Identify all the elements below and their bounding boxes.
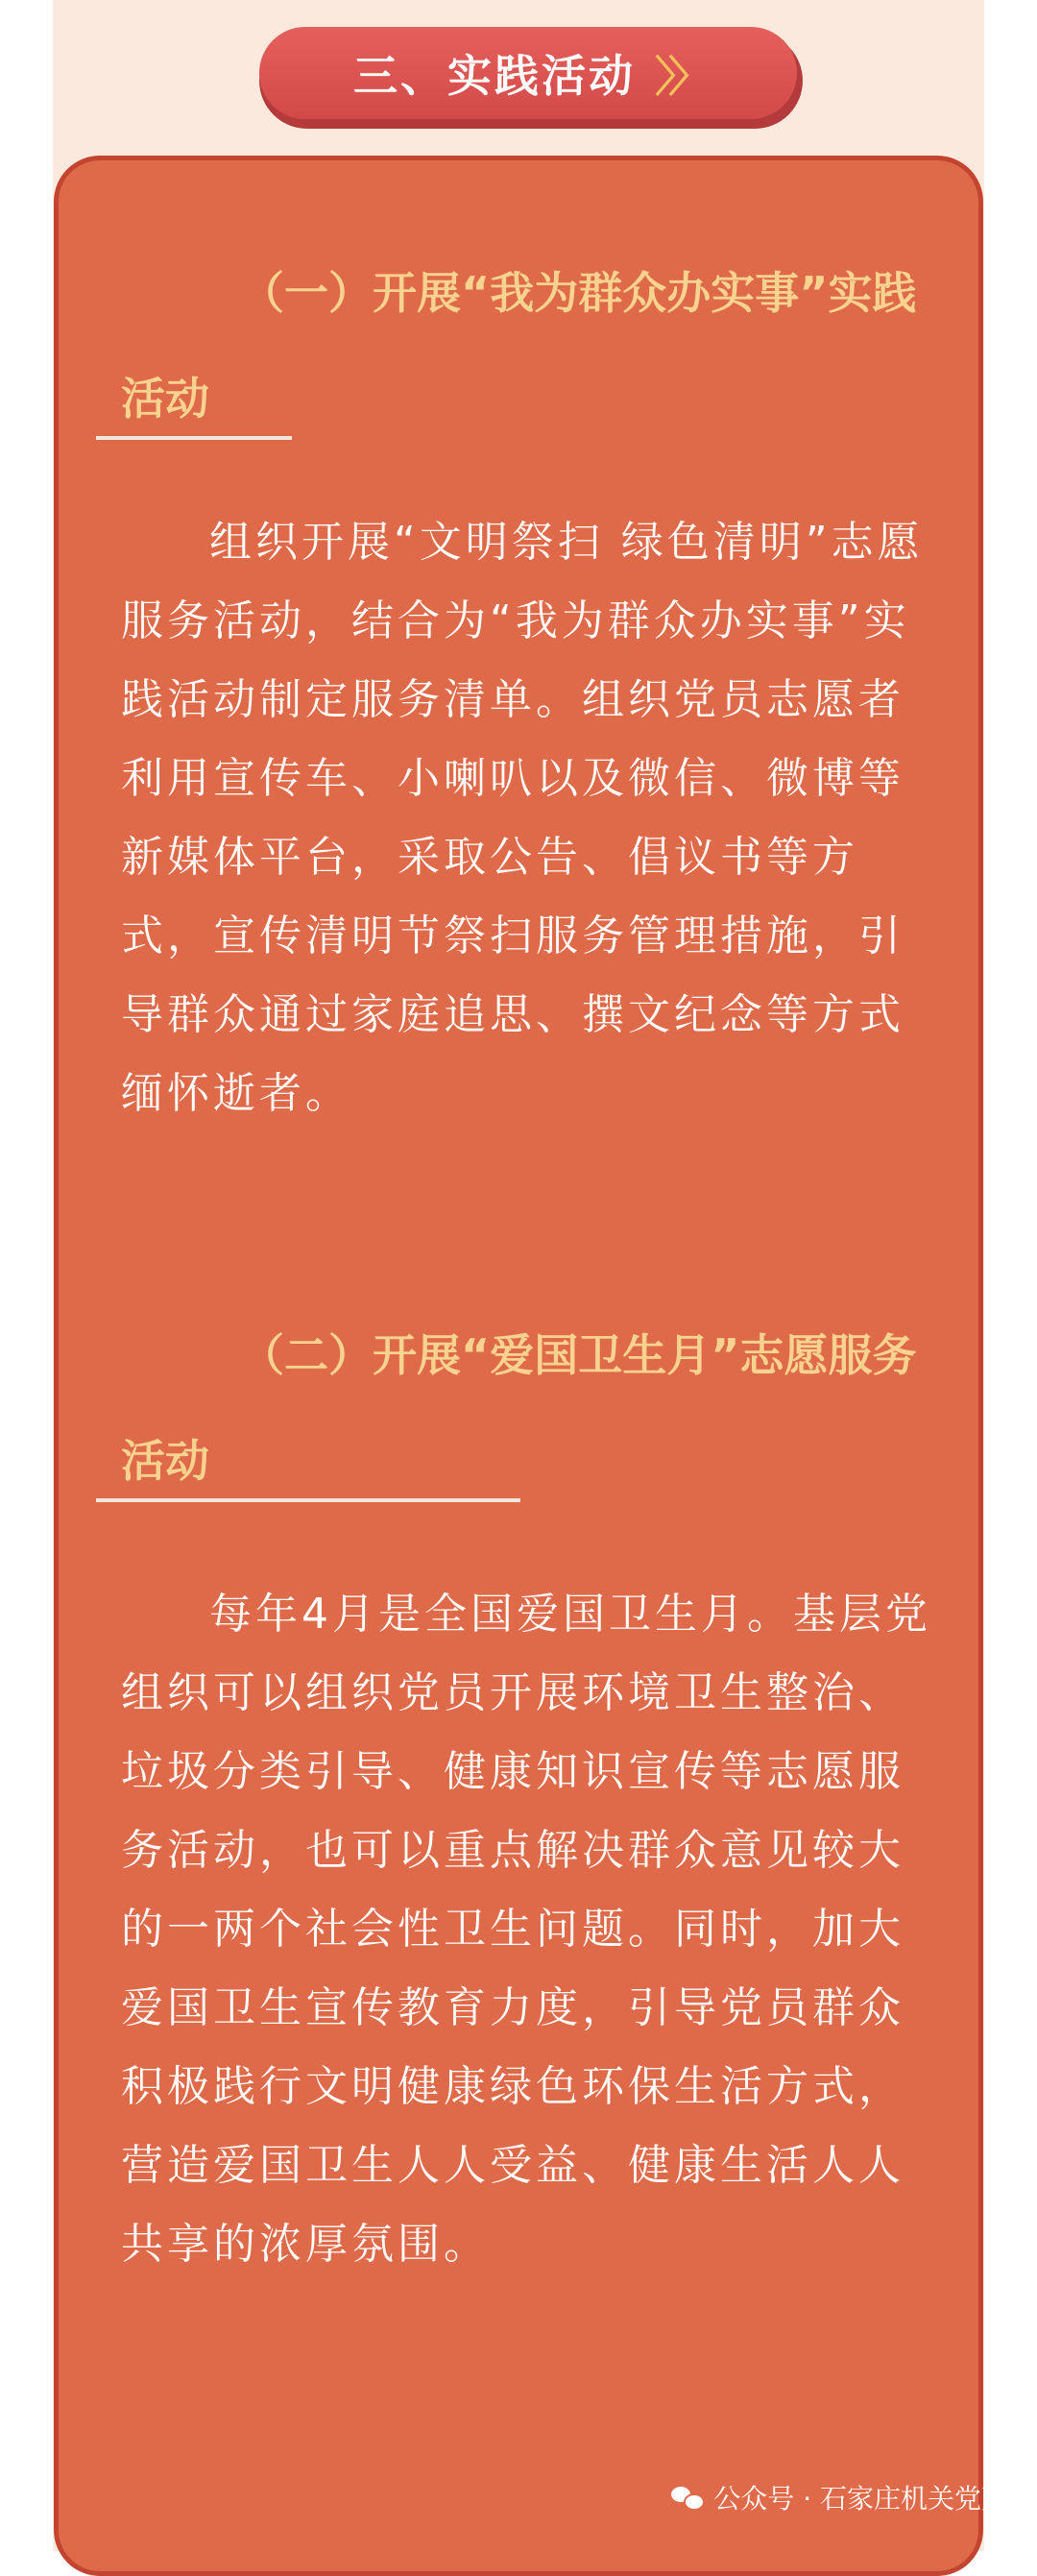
section-title-1: （一）开展“我为群众办实事”实践活动 (121, 267, 917, 425)
section-divider-1 (96, 436, 292, 440)
watermark-text: 公众号 · 石家庄机关党建 (713, 2483, 1008, 2515)
double-chevron-right-icon: 〉〉 (655, 53, 703, 102)
section-body-2: 每年4月是全国爱国卫生月。基层党组织可以组织党员开展环境卫生整治、垃圾分类引导、健康知识宣传等志愿服务活动，也可以重点解决群众意见较大的一两个社会性卫生问题。同时，加大爱国卫生宣传教育力度，引导党员群众积极践行文明健康绿色环保生活方式，营造爱国卫生人人受益、健康生活人人共享的浓厚氛围。 (121, 1590, 931, 2269)
wechat-icon (671, 2485, 704, 2510)
section-title-2: （二）开展“爱国卫生月”志愿服务活动 (121, 1329, 917, 1487)
section-header-banner (259, 27, 797, 119)
watermark (671, 2478, 1008, 2516)
section-header-title: 三、实践活动 (353, 50, 636, 102)
section-body-1: 组织开展“文明祭扫 绿色清明”志愿服务活动，结合为“我为群众办实事”实践活动制定服务清单。组织党员志愿者利用宣传车、小喇叭以及微信、微博等新媒体平台，采取公告、倡议书等方式，宣传清明节祭扫服务管理措施，引导群众通过家庭追思、撰文纪念等方式缅怀逝者。 (121, 518, 924, 1118)
section-divider-2 (96, 1498, 520, 1502)
